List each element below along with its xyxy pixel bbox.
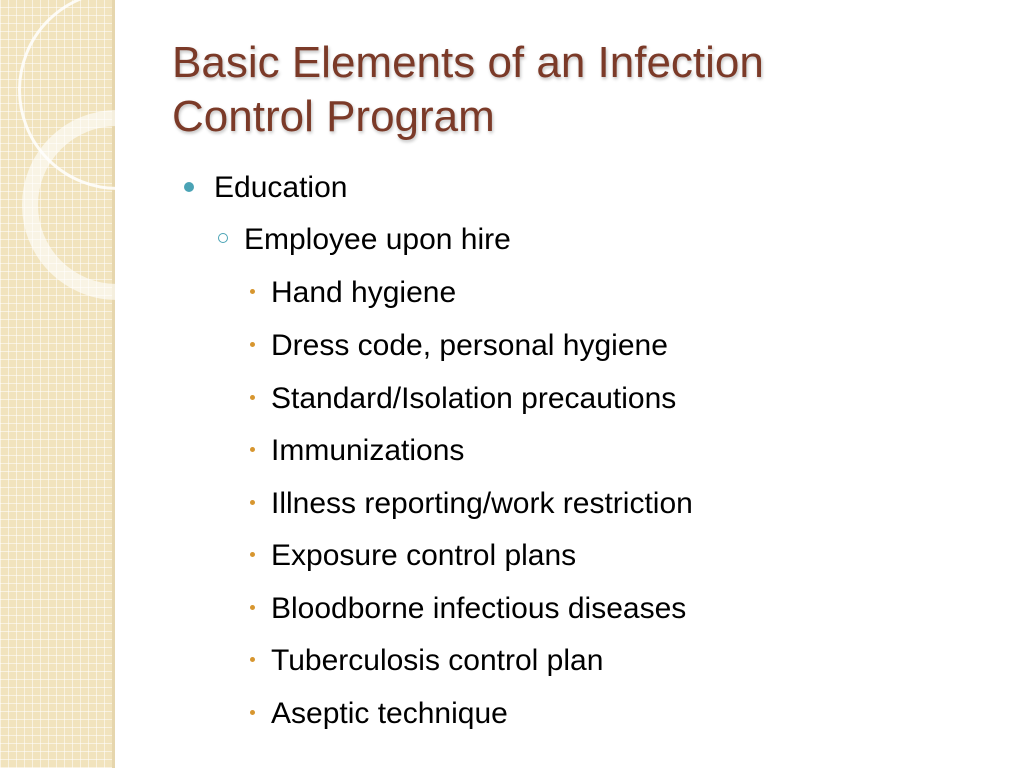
slide-title-line1: Basic Elements of an Infection [172, 38, 764, 87]
bullet-aseptic-technique: Aseptic technique [271, 697, 508, 730]
dot-bullet-icon [250, 657, 255, 662]
dot-bullet-icon [250, 447, 255, 452]
bullet-employee-upon-hire: Employee upon hire [244, 223, 511, 256]
bullet-standard-isolation: Standard/Isolation precautions [271, 382, 677, 415]
hollow-circle-bullet-icon [218, 233, 228, 243]
bullet-immunizations: Immunizations [271, 434, 465, 467]
bullet-exposure-control: Exposure control plans [271, 539, 577, 572]
slide-title-line2: Control Program [172, 92, 495, 141]
dot-bullet-icon [250, 710, 255, 715]
bullet-hand-hygiene: Hand hygiene [271, 276, 457, 309]
dot-bullet-icon [250, 289, 255, 294]
bullet-bloodborne: Bloodborne infectious diseases [271, 592, 687, 625]
dot-bullet-icon [250, 605, 255, 610]
dot-bullet-icon [250, 500, 255, 505]
dot-bullet-icon [250, 552, 255, 557]
bullet-illness-reporting: Illness reporting/work restriction [271, 487, 693, 520]
bullet-tuberculosis: Tuberculosis control plan [271, 644, 604, 677]
bullet-dress-code: Dress code, personal hygiene [271, 329, 668, 362]
filled-circle-bullet-icon [184, 182, 194, 192]
dot-bullet-icon [250, 395, 255, 400]
dot-bullet-icon [250, 342, 255, 347]
bullet-education: Education [214, 171, 348, 204]
